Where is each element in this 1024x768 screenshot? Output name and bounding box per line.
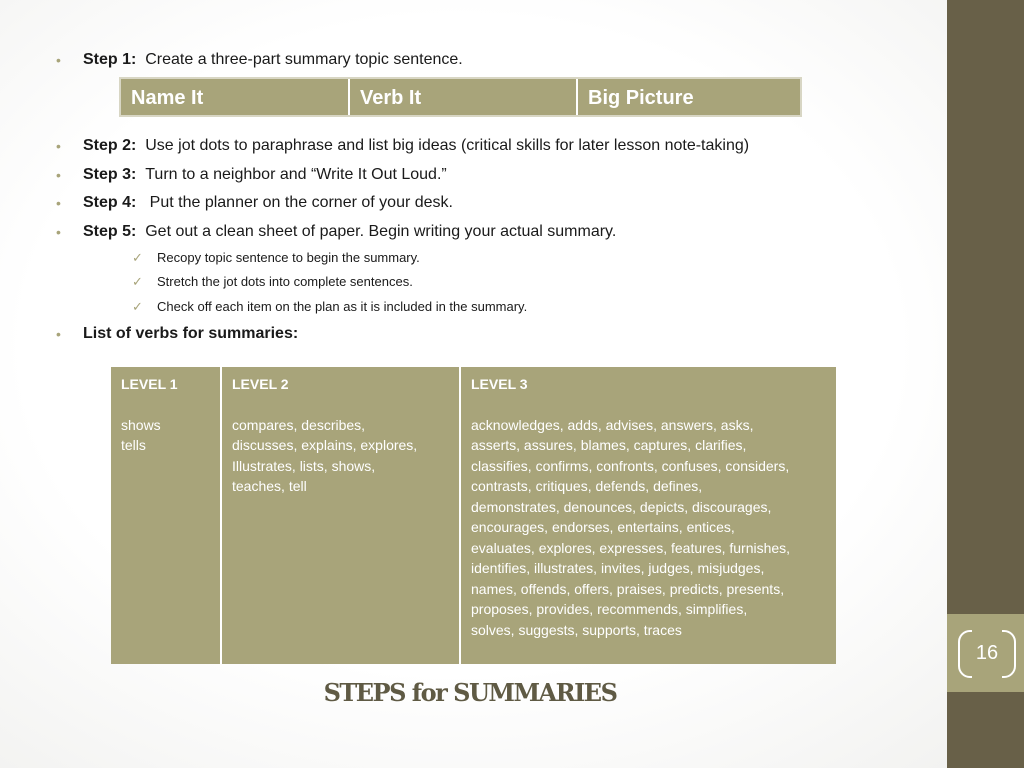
slide-title: STEPS for SUMMARIES xyxy=(323,678,617,707)
level-heading: LEVEL 2 xyxy=(232,376,289,392)
verb-levels-table xyxy=(111,367,836,664)
step-label: Step 4: xyxy=(83,194,137,211)
bullet-dot-icon: • xyxy=(56,195,61,211)
level-verbs: shows tells xyxy=(121,416,161,453)
step-text: Turn to a neighbor and “Write It Out Loud.” xyxy=(145,166,447,183)
summary-part-name: Name It xyxy=(121,79,350,115)
page-number: 16 xyxy=(975,642,999,664)
step-text: Create a three-part summary topic sentence. xyxy=(145,51,463,68)
checkmark-icon: ✓ xyxy=(132,299,143,314)
step-text: Use jot dots to paraphrase and list big ideas (critical skills for later lesson note-taking) xyxy=(145,137,750,154)
summary-parts-table xyxy=(119,77,802,117)
level-heading: LEVEL 1 xyxy=(121,376,178,392)
bullet-dot-icon: • xyxy=(56,52,61,68)
step-label: Step 5: xyxy=(83,223,137,240)
verb-level-column xyxy=(461,367,836,664)
sub-item-text: Check off each item on the plan as it is included in the summary. xyxy=(157,299,528,314)
level-heading: LEVEL 3 xyxy=(471,376,528,392)
sub-item-text: Stretch the jot dots into complete sentences. xyxy=(157,274,413,289)
bullet-dot-icon: • xyxy=(56,224,61,240)
level-verbs: acknowledges, adds, advises, answers, asks, asserts, assures, blames, captures, clarifies, classifies, confirms, confronts, confuses, considers, contrasts, critiques, defends, defines, demonstrates, denounces, depicts, discourages, encourages, endorses, entertains, entices, evaluates, explores, expresses, features, furnishes, identifies, illustrates, invites, judges, misjudges, names, offends, offers, praises, predicts, presents, proposes, provides, recommends, simplifies, solves, suggests, supports, traces xyxy=(471,416,791,638)
verb-level-column xyxy=(111,367,222,664)
verbs-heading: List of verbs for summaries: xyxy=(83,325,299,342)
checkmark-icon: ✓ xyxy=(132,250,143,265)
bullet-dot-icon: • xyxy=(56,167,61,183)
step-label: Step 1: xyxy=(83,51,137,68)
bullet-dot-icon: • xyxy=(56,138,61,154)
step-text: Get out a clean sheet of paper. Begin writing your actual summary. xyxy=(145,223,617,240)
level-verbs: compares, describes, discusses, explains, explores, Illustrates, lists, shows, teaches, tell xyxy=(232,416,418,494)
step-text: Put the planner on the corner of your desk. xyxy=(145,194,453,211)
summary-part-verb: Verb It xyxy=(350,79,578,115)
checkmark-icon: ✓ xyxy=(132,274,143,289)
step-label: Step 2: xyxy=(83,137,137,154)
step-label: Step 3: xyxy=(83,166,137,183)
verb-level-column xyxy=(222,367,461,664)
bullet-dot-icon: • xyxy=(56,326,61,342)
sub-item-text: Recopy topic sentence to begin the summary. xyxy=(157,250,420,265)
summary-part-big-picture: Big Picture xyxy=(588,87,694,109)
